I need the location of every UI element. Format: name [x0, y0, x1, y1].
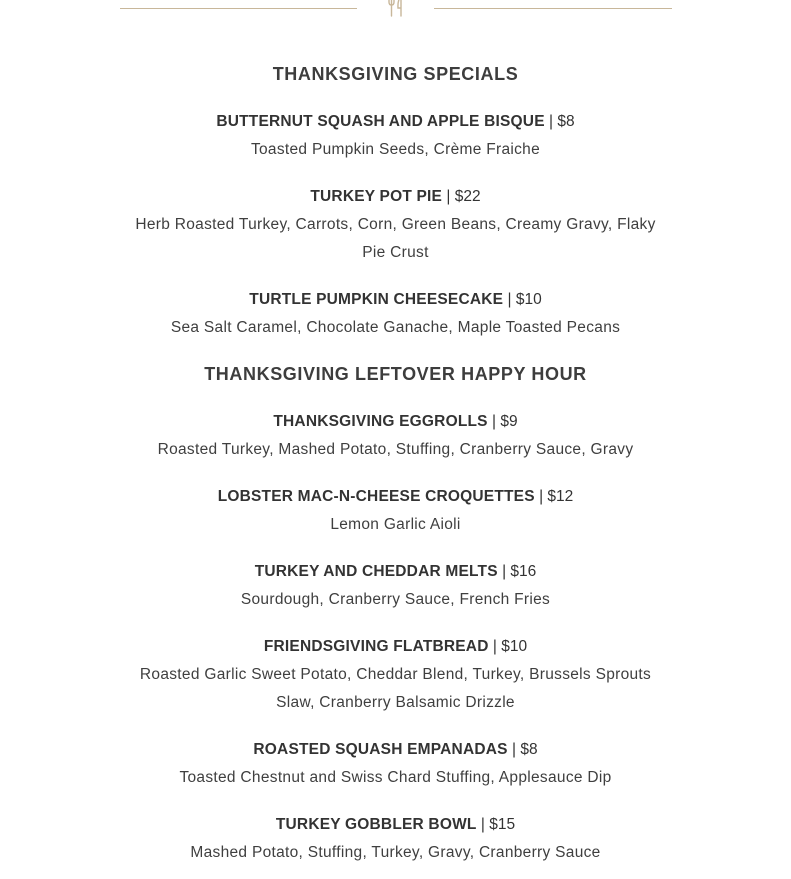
- menu-item: [120, 183, 671, 267]
- menu-item-header: [120, 633, 671, 661]
- menu-item-description: Roasted Garlic Sweet Potato, Cheddar Blend, Turkey, Brussels Sprouts Slaw, Cranberry Balsamic Drizzle: [139, 666, 652, 711]
- menu-item-description: Lemon Garlic Aioli: [330, 516, 461, 533]
- menu-item: [120, 811, 671, 867]
- menu-item-name: LOBSTER MAC-N-CHEESE CROQUETTES: [217, 488, 535, 505]
- menu-item: [120, 483, 671, 539]
- menu-item-name: TURKEY GOBBLER BOWL: [275, 816, 477, 833]
- divider-rule-right: [434, 8, 672, 9]
- menu-item-header: [120, 183, 671, 211]
- menu-item-price: $12: [547, 488, 574, 505]
- menu-item-name: THANKSGIVING EGGROLLS: [273, 413, 488, 430]
- menu-item-header: [120, 558, 671, 586]
- price-separator: |: [492, 413, 497, 430]
- menu-item-name: TURKEY POT PIE: [310, 188, 443, 205]
- section-leftover-happy-hour: [120, 360, 671, 867]
- menu-item-price: $8: [557, 113, 575, 130]
- fork-knife-icon: [386, 0, 406, 18]
- price-separator: |: [502, 563, 507, 580]
- menu-item-header: [120, 108, 671, 136]
- top-divider: [0, 0, 791, 20]
- menu-item: [120, 286, 671, 342]
- menu-item-description: Roasted Turkey, Mashed Potato, Stuffing, Cranberry Sauce, Gravy: [157, 441, 634, 458]
- menu-item-header: [120, 408, 671, 436]
- section-title: THANKSGIVING LEFTOVER HAPPY HOUR: [204, 364, 587, 384]
- price-separator: |: [492, 638, 497, 655]
- menu-item-price: $10: [501, 638, 528, 655]
- menu-item-header: [120, 811, 671, 839]
- menu-item-price: $16: [510, 563, 537, 580]
- menu-item-name: ROASTED SQUASH EMPANADAS: [253, 741, 508, 758]
- menu-item-name: FRIENDSGIVING FLATBREAD: [263, 638, 489, 655]
- price-separator: |: [480, 816, 485, 833]
- menu-item-price: $15: [489, 816, 516, 833]
- menu-item-description: Herb Roasted Turkey, Carrots, Corn, Green Beans, Creamy Gravy, Flaky Pie Crust: [135, 216, 656, 261]
- menu-item: [120, 633, 671, 717]
- menu-item-name: BUTTERNUT SQUASH AND APPLE BISQUE: [216, 113, 545, 130]
- menu-item: [120, 558, 671, 614]
- menu-item-description: Toasted Pumpkin Seeds, Crème Fraiche: [250, 141, 541, 158]
- menu-item-description: Mashed Potato, Stuffing, Turkey, Gravy, Cranberry Sauce: [190, 844, 601, 861]
- menu-item-header: [120, 483, 671, 511]
- price-separator: |: [549, 113, 554, 130]
- menu-item-description: Sea Salt Caramel, Chocolate Ganache, Maple Toasted Pecans: [170, 319, 621, 336]
- menu-item: [120, 736, 671, 792]
- price-separator: |: [446, 188, 451, 205]
- menu-item-price: $10: [515, 291, 542, 308]
- price-separator: |: [539, 488, 544, 505]
- section-title: THANKSGIVING SPECIALS: [272, 64, 519, 84]
- menu-item-price: $9: [500, 413, 518, 430]
- menu-item-header: [120, 286, 671, 314]
- menu-item-price: $22: [454, 188, 481, 205]
- section-thanksgiving-specials: [120, 60, 671, 342]
- menu-item: [120, 408, 671, 464]
- menu-item-price: $8: [520, 741, 538, 758]
- menu-item-header: [120, 736, 671, 764]
- menu-item-name: TURTLE PUMPKIN CHEESECAKE: [249, 291, 504, 308]
- menu-item-name: TURKEY AND CHEDDAR MELTS: [254, 563, 498, 580]
- price-separator: |: [511, 741, 517, 758]
- menu-item-description: Toasted Chestnut and Swiss Chard Stuffing, Applesauce Dip: [179, 769, 612, 786]
- menu: [120, 60, 671, 867]
- price-separator: |: [507, 291, 512, 308]
- menu-item-description: Sourdough, Cranberry Sauce, French Fries: [240, 591, 551, 608]
- divider-rule-left: [120, 8, 357, 9]
- menu-item: [120, 108, 671, 164]
